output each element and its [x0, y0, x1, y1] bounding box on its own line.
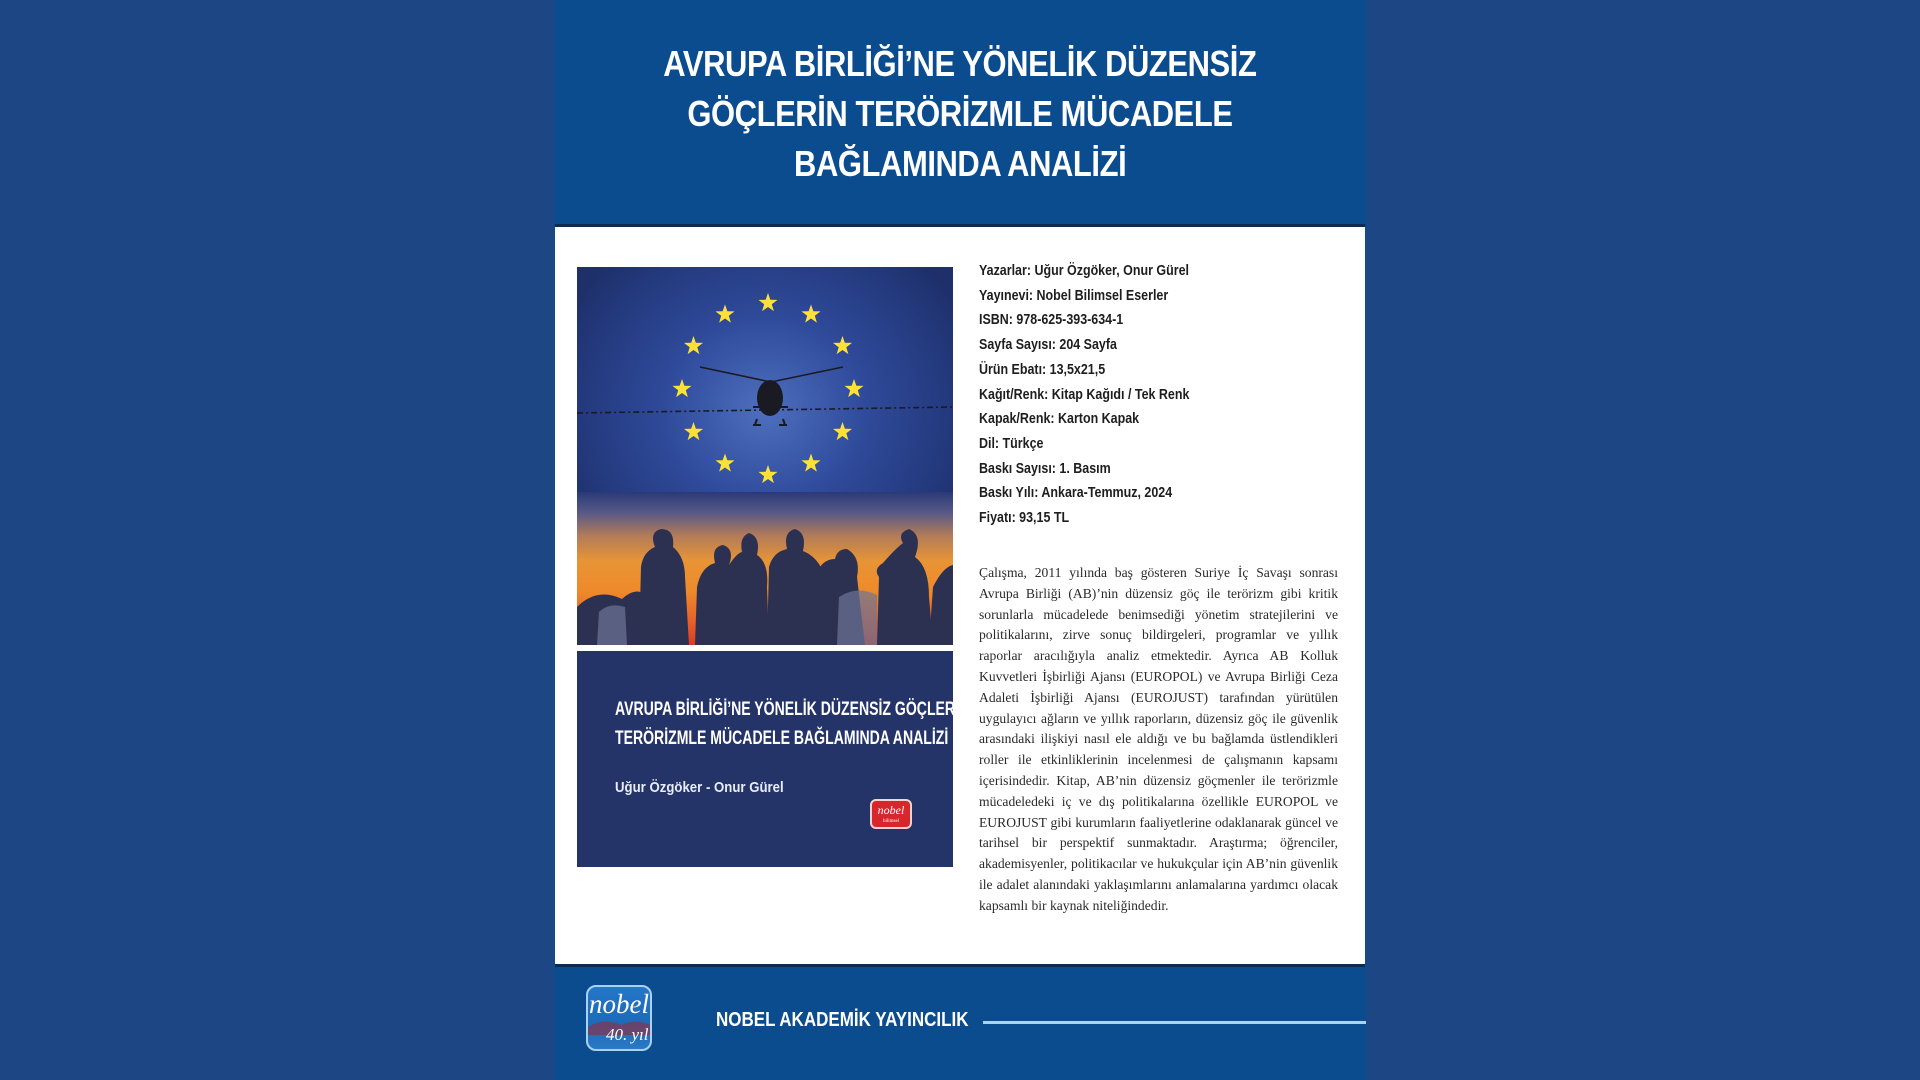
publisher-name: NOBEL AKADEMİK YAYINCILIK [716, 1009, 969, 1031]
cover-title-line-2: TERÖRİZMLE MÜCADELE BAĞLAMINDA ANALİZİ [615, 728, 949, 749]
cover-title-block [577, 651, 970, 867]
footer-logo-brand: nobel [589, 989, 649, 1019]
cover-authors: Uğur Özgöker - Onur Gürel [615, 779, 784, 796]
spec-page-count: Sayfa Sayısı: 204 Sayfa [979, 337, 1117, 354]
spec-publisher: Yayınevi: Nobel Bilimsel Eserler [979, 287, 1169, 304]
spec-cover-type: Kapak/Renk: Karton Kapak [979, 411, 1140, 428]
poster-header [554, 0, 1366, 224]
cover-title-line-1: AVRUPA BİRLİĞİ’NE YÖNELİK DÜZENSİZ GÖÇLERİN [615, 699, 970, 720]
footer-logo-anniversary: 40. yıl [606, 1025, 649, 1044]
poster-footer [554, 967, 1366, 1080]
spec-dimensions: Ürün Ebatı: 13,5x21,5 [979, 361, 1106, 378]
cover-logo-text: nobel [877, 803, 905, 817]
book-description: Çalışma, 2011 yılında baş gösteren Suriye İç Savaşı sonrası Avrupa Birliği (AB)’nin düzensiz göç ile terörizm gibi kritik sorunlarla mücadelede benimsediği yönetim stratejilerini ve politikalarını, zirve sonuç bildirgeleri, programlar ve yıllık raporlar aracılığıyla analiz etmektedir. Ayrıca AB Kolluk Kuvvetleri İşbirliği Ajansı (EUROPOL) ve Avrupa Birliği Ceza Adaleti İşbirliği Ajansı (EUROJUST) tarafından yürütülen uygulayıcı ağların ve yıllık raporların, düzensiz göç ile güvenlik arasındaki ilişkiyi nasıl ele aldığı ve bu bağlamda üstlendikleri roller ile etkinliklerinin incelenmesi de çalışmanın kapsamı içerisindedir. Kitap, AB’nin düzensiz göçmenler ile terörizmle mücadeledeki iç ve dış politikalarına özellikle EUROPOL ve EUROJUST gibi kurumların faaliyetlerine odaklanarak güncel ve tarihsel bir perspektif sunmaktadır. Araştırma; öğrenciler, akademisyenler, politikacılar ve hukukçular için AB’nin güvenlik ile adalet alanındaki yaklaşımlarını anlamalarına yardımcı olacak kapsamlı bir kaynak niteliğindedir. [979, 565, 1338, 913]
spec-print-year: Baskı Yılı: Ankara-Temmuz, 2024 [979, 485, 1173, 502]
spec-edition: Baskı Sayısı: 1. Basım [979, 460, 1111, 477]
book-details-panel [555, 224, 1365, 967]
poster-title-line-3: BAĞLAMINDA ANALİZİ [793, 143, 1127, 184]
nobel-bilimsel-logo-icon [870, 799, 912, 829]
book-announcement-poster [554, 0, 1366, 1080]
footer-divider-line [983, 1021, 1366, 1024]
book-specs-list [979, 259, 1359, 531]
spec-paper-color: Kağıt/Renk: Kitap Kağıdı / Tek Renk [979, 386, 1190, 403]
spec-language: Dil: Türkçe [979, 435, 1044, 452]
poster-title-line-1: AVRUPA BİRLİĞİ’NE YÖNELİK DÜZENSİZ [663, 43, 1257, 84]
spec-authors: Yazarlar: Uğur Özgöker, Onur Gürel [979, 263, 1189, 279]
eu-flag-helicopter-refugees-icon [577, 267, 953, 645]
poster-title-line-2: GÖÇLERİN TERÖRİZMLE MÜCADELE [687, 93, 1233, 134]
spec-price: Fiyatı: 93,15 TL [979, 510, 1070, 527]
cover-illustration [577, 267, 953, 645]
spec-isbn: ISBN: 978-625-393-634-1 [979, 312, 1124, 329]
book-cover [577, 267, 970, 867]
cover-title [615, 695, 970, 753]
cover-logo-subtext: bilimsel [882, 819, 900, 824]
nobel-40-yil-logo-icon [586, 985, 652, 1051]
